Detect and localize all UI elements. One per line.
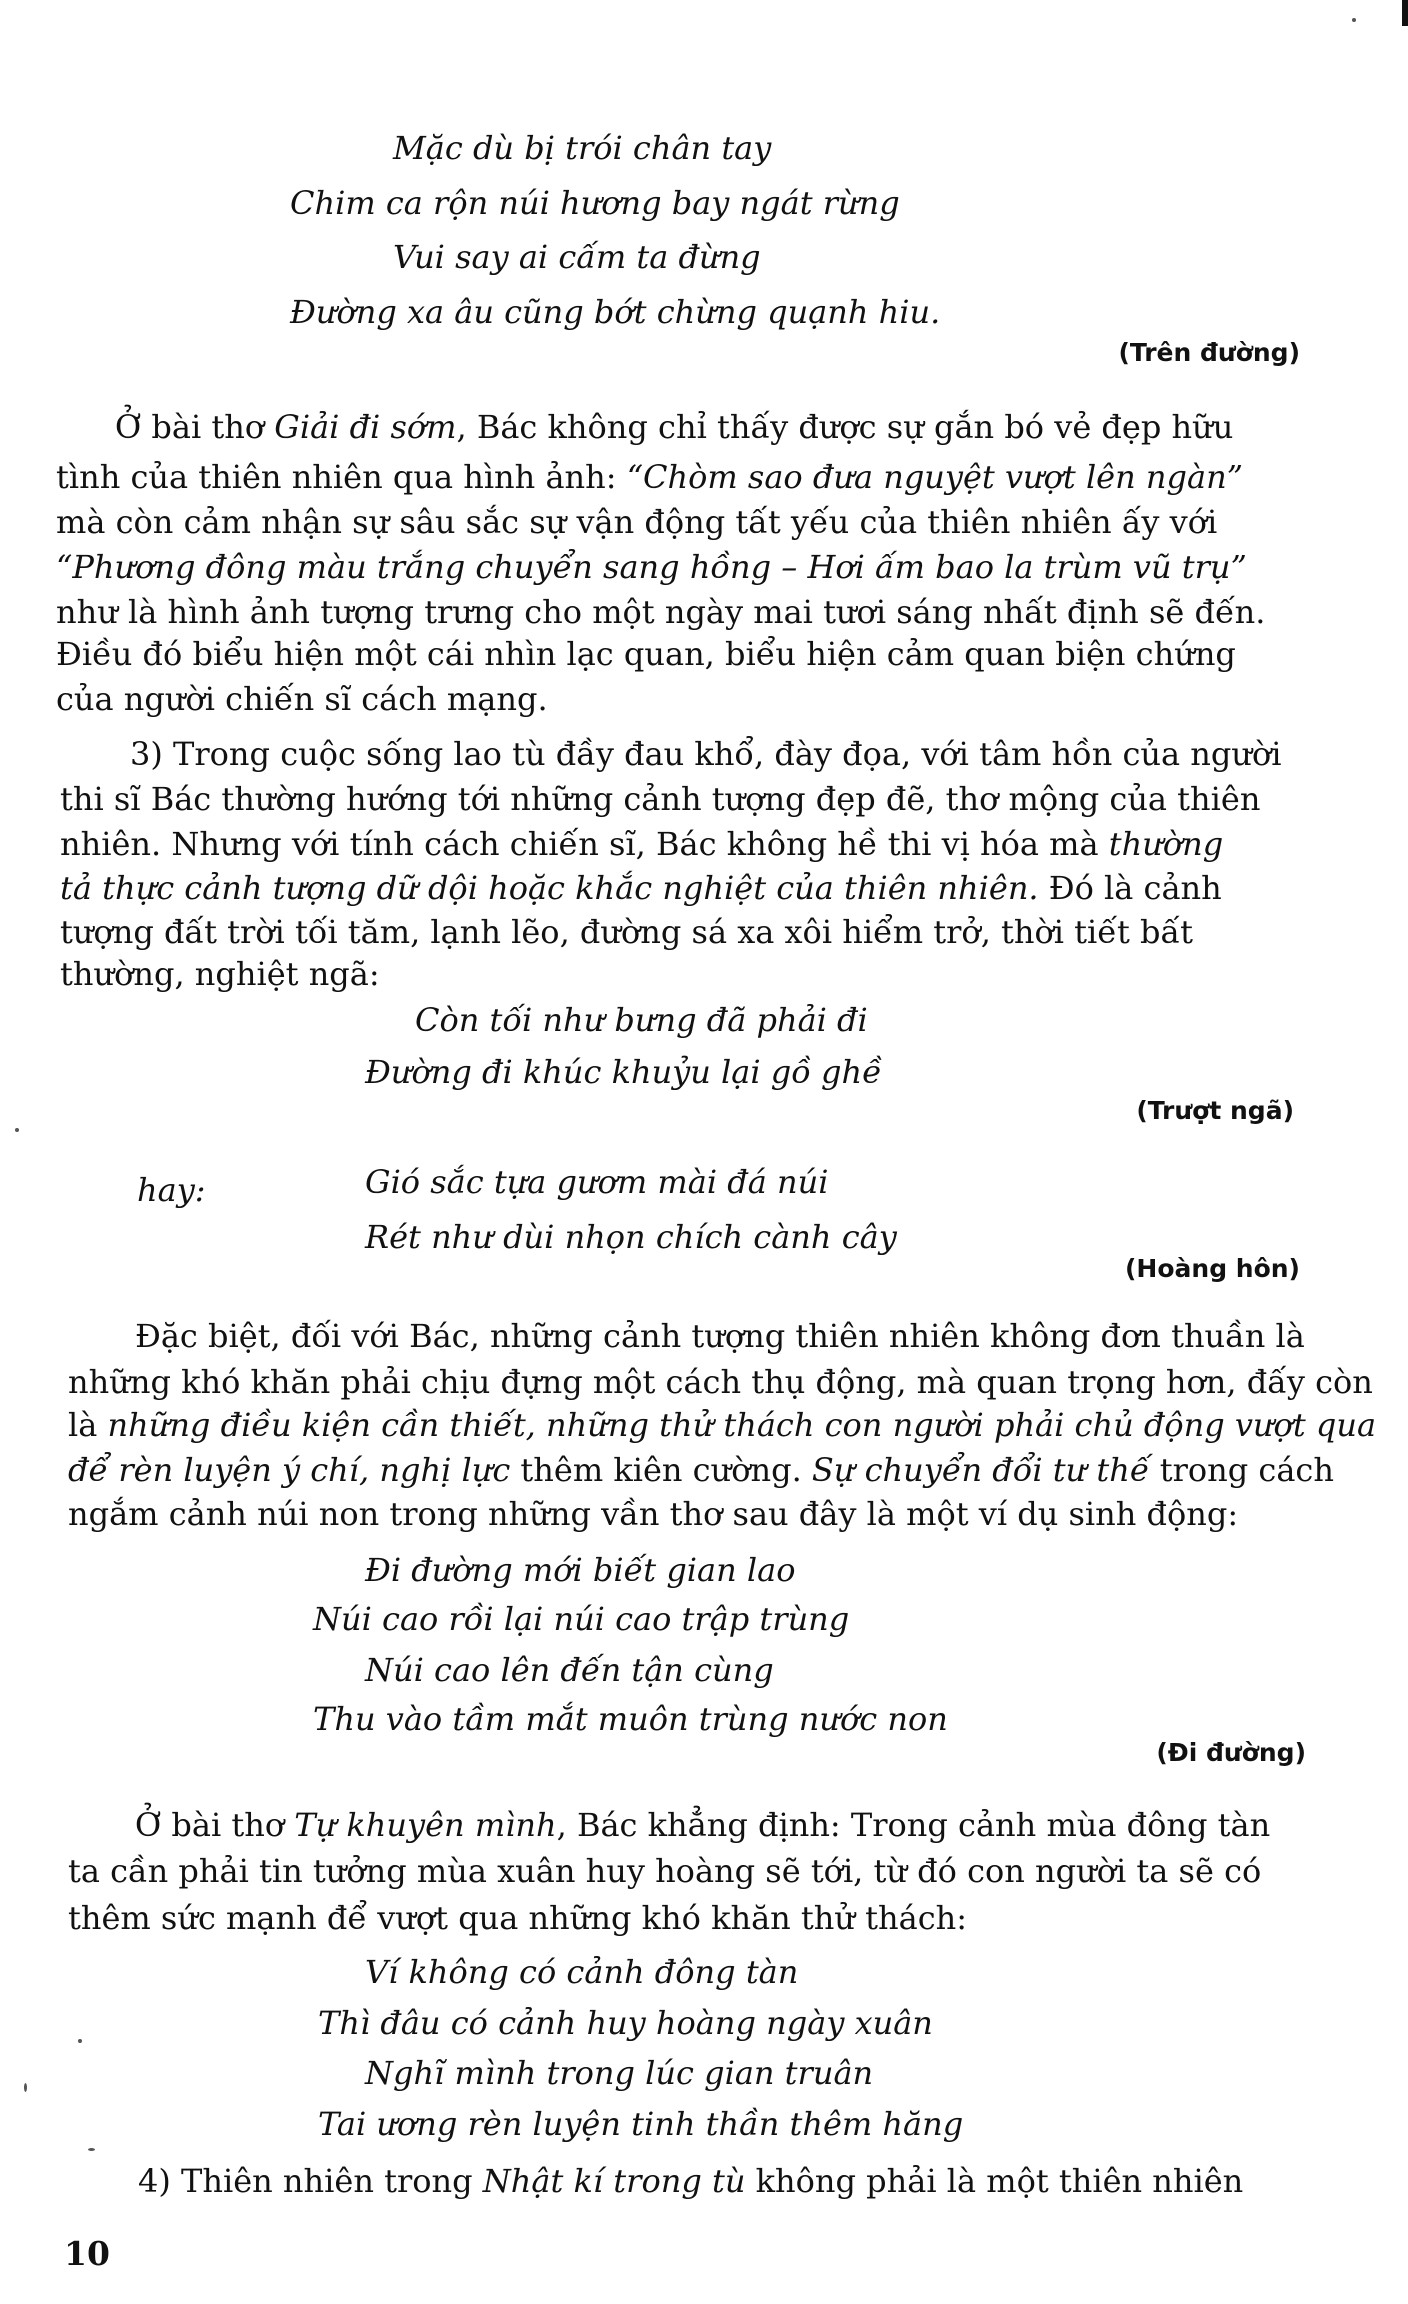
italic-phrase: thường [1108, 825, 1224, 863]
text-run: là [68, 1406, 108, 1444]
para3-line [68, 1448, 1334, 1492]
page-number: 10 [64, 2234, 110, 2273]
scan-speck [15, 1128, 19, 1132]
para1-line [56, 500, 1217, 544]
para3-line [68, 1403, 1376, 1447]
para2-line [60, 777, 1260, 821]
text-run: thêm sức mạnh để vượt qua những khó khăn thử thách: [68, 1899, 968, 1937]
scan-speck [88, 2148, 95, 2151]
text-run: ta cần phải tin tưởng mùa xuân huy hoàng sẽ tới, từ đó con người ta sẽ có [68, 1852, 1262, 1890]
text-run: không phải là một thiên nhiên [745, 2162, 1244, 2200]
italic-phrase: “Phương đông màu trắng chuyển sang hồng – Hơi ấm bao la trùm vũ trụ” [56, 548, 1247, 586]
italic-phrase: Tự khuyên mình [294, 1806, 557, 1844]
text-run: tình của thiên nhiên qua hình ảnh: [56, 458, 627, 496]
text-run: trong cách [1149, 1451, 1334, 1489]
italic-phrase: những điều kiện cần thiết, những thử thách con người phải chủ động vượt qua [107, 1406, 1377, 1444]
para2-line [60, 952, 380, 996]
para1-line [56, 590, 1265, 634]
text-run: nhiên. Nhưng với tính cách chiến sĩ, Bác không hề thi vị hóa mà [60, 825, 1109, 863]
text-run: như là hình ảnh tượng trưng cho một ngày mai tươi sáng nhất định sẽ đến. [56, 593, 1266, 631]
para2-line [60, 866, 1222, 910]
text-run: Đó là cảnh [1038, 869, 1222, 907]
para3-line [68, 1360, 1373, 1404]
poem3-source: (Hoàng hôn) [1125, 1254, 1300, 1283]
scan-speck [1352, 18, 1356, 22]
poem4-source: (Đi đường) [1156, 1738, 1306, 1767]
poem2-line: Đường đi khúc khuỷu lại gồ ghề [365, 1053, 882, 1091]
text-run: , Bác khẳng định: Trong cảnh mùa đông tàn [556, 1806, 1271, 1844]
text-run: thường, nghiệt ngã: [60, 955, 380, 993]
scan-edge-mark [1402, 0, 1408, 26]
para1-line [115, 405, 1233, 449]
text-run: mà còn cảm nhận sự sâu sắc sự vận động tất yếu của thiên nhiên ấy với [56, 503, 1218, 541]
poem1-line: Đường xa âu cũng bớt chừng quạnh hiu. [290, 293, 941, 331]
text-run: Đặc biệt, đối với Bác, những cảnh tượng thiên nhiên không đơn thuần là [135, 1317, 1305, 1355]
para4-line [68, 1849, 1261, 1893]
text-run: Điều đó biểu hiện một cái nhìn lạc quan, biểu hiện cảm quan biện chứng [56, 635, 1236, 673]
italic-phrase: Nhật kí trong tù [482, 2162, 746, 2200]
para1-line [56, 545, 1247, 589]
scan-speck [78, 2039, 82, 2043]
poem1-source: (Trên đường) [1118, 338, 1300, 367]
text-run: của người chiến sĩ cách mạng. [56, 680, 548, 718]
para2-line [130, 732, 1281, 776]
para2-line [60, 822, 1223, 866]
italic-phrase: “Chòm sao đưa nguyệt vượt lên ngàn” [626, 458, 1244, 496]
poem1-line: Chim ca rộn núi hương bay ngát rừng [290, 184, 900, 222]
poem5-line: Nghĩ mình trong lúc gian truân [365, 2054, 874, 2092]
text-run: những khó khăn phải chịu đựng một cách thụ động, mà quan trọng hơn, đấy còn [68, 1363, 1373, 1401]
para4-line [135, 1803, 1270, 1847]
para1-line [56, 632, 1236, 676]
italic-phrase: Giải đi sớm [274, 408, 457, 446]
text-run: thêm kiên cường. [510, 1451, 812, 1489]
italic-phrase: tả thực cảnh tượng dữ dội hoặc khắc nghiệt của thiên nhiên. [60, 869, 1039, 907]
poem4-line: Núi cao lên đến tận cùng [365, 1651, 774, 1689]
italic-phrase: để rèn luyện ý chí, nghị lực [68, 1451, 511, 1489]
text-run: tượng đất trời tối tăm, lạnh lẽo, đường sá xa xôi hiểm trở, thời tiết bất [60, 913, 1193, 951]
para4-line [68, 1896, 967, 1940]
poem3-lead: hay: [137, 1171, 206, 1209]
poem4-line: Núi cao rồi lại núi cao trập trùng [313, 1600, 850, 1638]
text-run: , Bác không chỉ thấy được sự gắn bó vẻ đẹp hữu [456, 408, 1234, 446]
poem2-source: (Trượt ngã) [1136, 1096, 1294, 1125]
italic-phrase: Sự chuyển đổi tư thế [811, 1451, 1150, 1489]
poem1-line: Mặc dù bị trói chân tay [393, 129, 772, 167]
para1-line [56, 455, 1243, 499]
text-run: 3) Trong cuộc sống lao tù đầy đau khổ, đày đọa, với tâm hồn của người [130, 735, 1282, 773]
poem1-line: Vui say ai cấm ta đừng [393, 238, 761, 276]
poem5-line: Ví không có cảnh đông tàn [365, 1953, 799, 1991]
poem3-line: Rét như dùi nhọn chích cành cây [365, 1218, 897, 1256]
text-run: Ở bài thơ [135, 1806, 295, 1844]
poem2-line: Còn tối như bưng đã phải đi [415, 1001, 868, 1039]
para3-line [68, 1492, 1238, 1536]
poem4-line: Đi đường mới biết gian lao [365, 1551, 796, 1589]
para3-line [135, 1314, 1305, 1358]
text-run: ngắm cảnh núi non trong những vần thơ sau đây là một ví dụ sinh động: [68, 1495, 1239, 1533]
scan-speck [24, 2083, 27, 2092]
para2-line [60, 910, 1193, 954]
poem5-line: Tai ương rèn luyện tinh thần thêm hăng [318, 2105, 964, 2143]
poem5-line: Thì đâu có cảnh huy hoàng ngày xuân [318, 2004, 933, 2042]
para5-line [138, 2159, 1243, 2203]
text-run: thi sĩ Bác thường hướng tới những cảnh tượng đẹp đẽ, thơ mộng của thiên [60, 780, 1261, 818]
text-run: 4) Thiên nhiên trong [138, 2162, 483, 2200]
poem3-line: Gió sắc tựa gươm mài đá núi [365, 1163, 829, 1201]
poem4-line: Thu vào tầm mắt muôn trùng nước non [313, 1700, 948, 1738]
text-run: Ở bài thơ [115, 408, 275, 446]
para1-line [56, 677, 548, 721]
